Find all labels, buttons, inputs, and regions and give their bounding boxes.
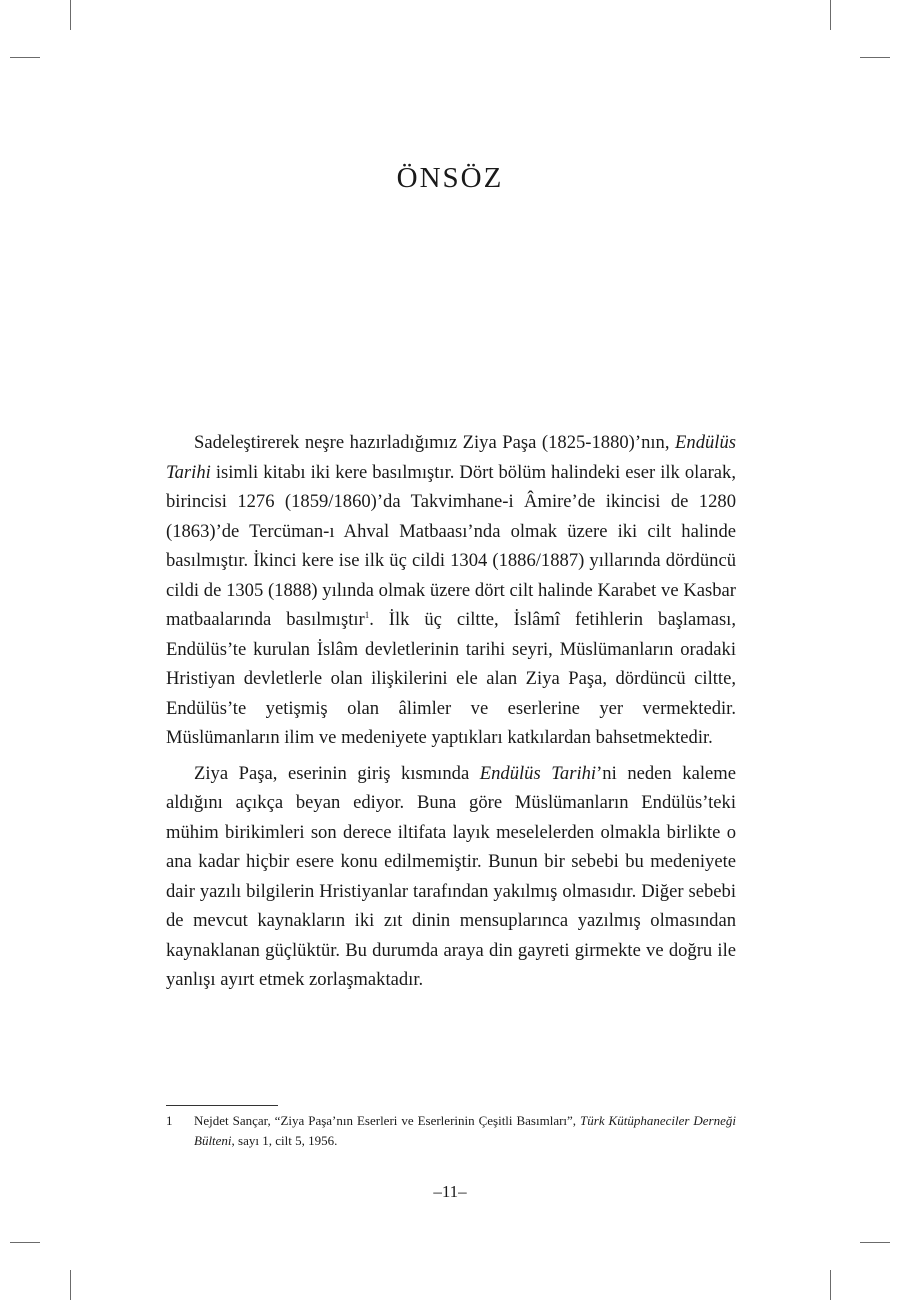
paragraph-2-book-title: Endülüs Tarihi	[479, 762, 597, 784]
crop-mark-top-left-horizontal	[10, 57, 40, 58]
paragraph-2	[166, 759, 736, 995]
paragraph-1-text-start: Sadeleştirerek neşre hazırladığımız Ziya Paşa (1825-1880)’nın,	[194, 432, 676, 453]
crop-mark-bottom-right-horizontal	[860, 1242, 890, 1243]
paragraph-1-text-middle: isimli kitabı iki kere basılmıştır. Dört bölüm halindeki eser ilk olarak, birincisi 1276 (1859/1860)’da Takvimhane-i Âmire’de ikincisi de 1280 (1863)’de Tercüman-ı Ahval Matbaası’nda olmak üzere iki cilt halinde basılmıştır. İkinci kere ise ilk üç cildi 1304 (1886/1887) yıllarında dördüncü cildi de 1305 (1888) yılında olmak üzere dört cilt halinde Karabet ve Kasbar matbaalarında basılmıştır	[166, 461, 736, 630]
footnote-text	[194, 1111, 736, 1151]
crop-mark-top-right-vertical	[830, 0, 831, 30]
chapter-title: ÖNSÖZ	[396, 162, 504, 194]
footnote-text-end: , sayı 1, cilt 5, 1956.	[231, 1133, 338, 1148]
crop-mark-top-right-horizontal	[860, 57, 890, 58]
page-number: –11–	[433, 1182, 467, 1201]
footnote	[166, 1111, 736, 1151]
paragraph-2-text-start: Ziya Paşa, eserinin giriş kısmında	[194, 762, 480, 784]
footnote-text-start: Nejdet Sançar, “Ziya Paşa’nın Eserleri ve Eserlerinin Çeşitli Basımları”,	[194, 1113, 581, 1128]
paragraph-1-text-end: . İlk üç ciltte, İslâmî fetihlerin başlaması, Endülüs’te kurulan İslâm devletlerinin tarihi seyri, Müslümanların oradaki Hristiyan devletlerle olan ilişkilerini ele alan Ziya Paşa, dördüncü ciltte, Endülüs’te yetişmiş olan âlimler ve eserlerine yer vermektedir. Müslümanların ilim ve medeniyete yaptıkları katkılardan bahsetmektedir.	[166, 609, 736, 748]
footnote-journal-title: Türk Kütüphaneciler Derneği Bülteni	[194, 1113, 736, 1148]
footnote-number: 1	[166, 1113, 173, 1128]
crop-mark-bottom-right-vertical	[830, 1270, 831, 1300]
paragraph-2-text-end: ’ni neden kaleme aldığını açıkça beyan ediyor. Buna göre Müslümanların Endülüs’teki mühim birikimleri son derece iltifata layık meselelerden olmakla birlikte o ana kadar hiçbir esere konu edilmemiştir. Bunun bir sebebi bu medeniyete dair yazılı bilgilerin Hristiyanlar tarafından yakılmış olmasıdır. Diğer sebebi de mevcut kaynakların iki zıt dinin mensuplarınca yazılmış olmasından kaynaklanan güçlüktür. Bu durumda araya din gayreti girmekte ve doğru ile yanlışı ayırt etmek zorlaşmaktadır.	[166, 762, 736, 990]
footnote-reference[interactable]: 1	[364, 610, 370, 620]
crop-mark-bottom-left-vertical	[70, 1270, 71, 1300]
paragraph-1-book-title: Endülüs Tarihi	[166, 432, 736, 483]
crop-mark-bottom-left-horizontal	[10, 1242, 40, 1243]
footnote-divider	[166, 1105, 278, 1106]
body-text	[166, 428, 736, 995]
crop-mark-top-left-vertical	[70, 0, 71, 30]
paragraph-1	[166, 428, 736, 753]
